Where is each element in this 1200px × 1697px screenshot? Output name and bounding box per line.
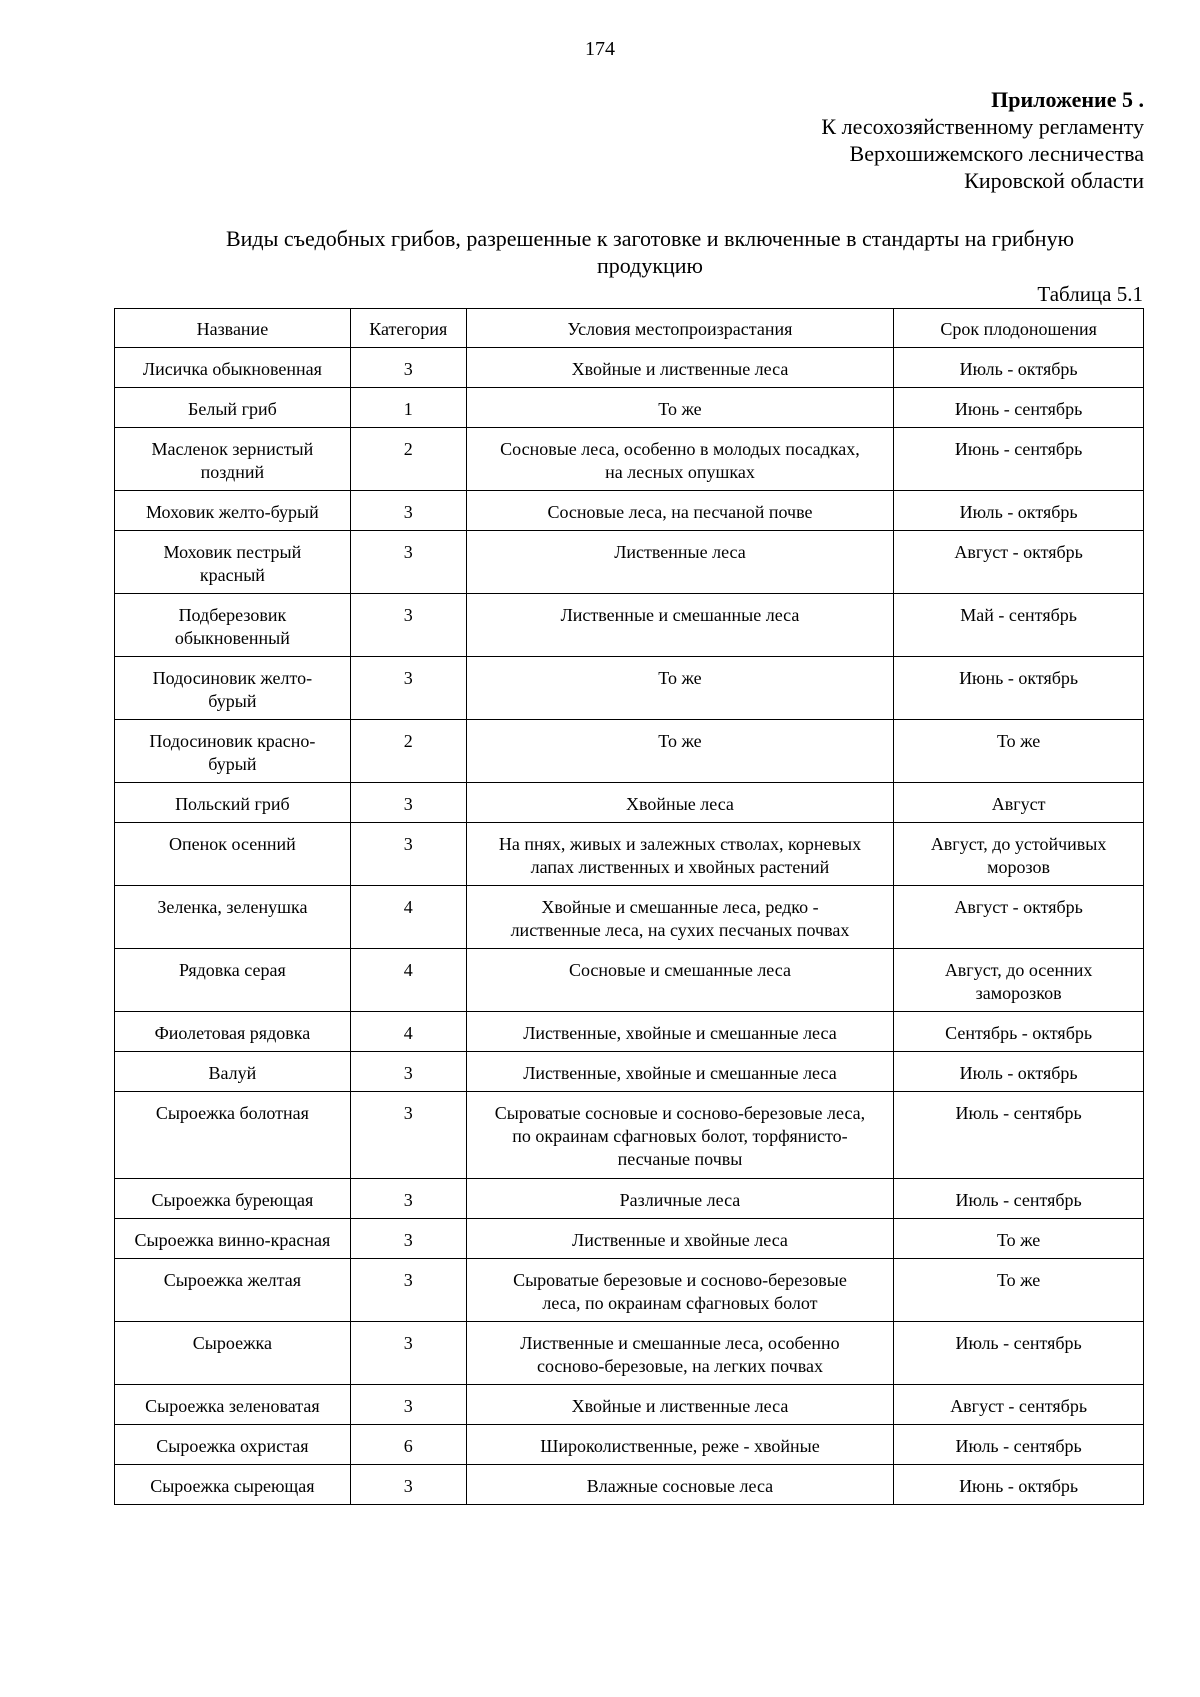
table-row — [115, 1385, 1144, 1425]
cell-mushroom-name: Валуй — [115, 1052, 351, 1092]
cell-fruiting-term: Август, до осенних заморозков — [894, 949, 1144, 1012]
cell-mushroom-name: Лисичка обыкновенная — [115, 348, 351, 388]
cell-conditions: Хвойные и лиственные леса — [466, 348, 894, 388]
table-row — [115, 348, 1144, 388]
cell-category: 4 — [350, 949, 466, 1012]
table-row — [115, 428, 1144, 491]
cell-fruiting-term: Сентябрь - октябрь — [894, 1012, 1144, 1052]
cell-conditions: Лиственные и хвойные леса — [466, 1219, 894, 1259]
cell-category: 3 — [350, 1259, 466, 1322]
cell-mushroom-name: Польский гриб — [115, 783, 351, 823]
cell-fruiting-term: Июль - октябрь — [894, 1052, 1144, 1092]
cell-mushroom-name: Подосиновик красно- бурый — [115, 720, 351, 783]
cell-conditions: Лиственные, хвойные и смешанные леса — [466, 1012, 894, 1052]
table-row — [115, 1259, 1144, 1322]
cell-category: 3 — [350, 1465, 466, 1505]
table-row — [115, 594, 1144, 657]
cell-category: 6 — [350, 1425, 466, 1465]
cell-mushroom-name: Зеленка, зеленушка — [115, 886, 351, 949]
cell-conditions: То же — [466, 720, 894, 783]
cell-fruiting-term: То же — [894, 720, 1144, 783]
cell-fruiting-term: Август - сентябрь — [894, 1385, 1144, 1425]
cell-category: 3 — [350, 657, 466, 720]
cell-category: 3 — [350, 783, 466, 823]
cell-mushroom-name: Сыроежка охристая — [115, 1425, 351, 1465]
cell-mushroom-name: Рядовка серая — [115, 949, 351, 1012]
table-row — [115, 886, 1144, 949]
cell-fruiting-term: Май - сентябрь — [894, 594, 1144, 657]
cell-conditions: Лиственные леса — [466, 531, 894, 594]
cell-conditions: Влажные сосновые леса — [466, 1465, 894, 1505]
table-row — [115, 1322, 1144, 1385]
cell-fruiting-term: Июль - сентябрь — [894, 1425, 1144, 1465]
cell-fruiting-term: Июнь - сентябрь — [894, 428, 1144, 491]
cell-conditions: Сыроватые березовые и сосново-березовые леса, по окраинам сфагновых болот — [466, 1259, 894, 1322]
cell-category: 3 — [350, 594, 466, 657]
cell-mushroom-name: Сыроежка винно-красная — [115, 1219, 351, 1259]
cell-fruiting-term: Июль - октябрь — [894, 491, 1144, 531]
cell-category: 4 — [350, 886, 466, 949]
cell-fruiting-term: То же — [894, 1259, 1144, 1322]
cell-fruiting-term: Июнь - сентябрь — [894, 388, 1144, 428]
cell-mushroom-name: Масленок зернистый поздний — [115, 428, 351, 491]
cell-fruiting-term: Июнь - октябрь — [894, 1465, 1144, 1505]
cell-fruiting-term: Август — [894, 783, 1144, 823]
cell-mushroom-name: Сыроежка зеленоватая — [115, 1385, 351, 1425]
document-title — [170, 225, 1130, 279]
table-row — [115, 823, 1144, 886]
table-body — [115, 348, 1144, 1505]
cell-category: 3 — [350, 1322, 466, 1385]
cell-mushroom-name: Моховик желто-бурый — [115, 491, 351, 531]
cell-mushroom-name: Сыроежка болотная — [115, 1092, 351, 1179]
header-name: Название — [115, 309, 351, 348]
cell-conditions: Различные леса — [466, 1179, 894, 1219]
cell-conditions: Хвойные и лиственные леса — [466, 1385, 894, 1425]
table-row — [115, 1052, 1144, 1092]
cell-mushroom-name: Опенок осенний — [115, 823, 351, 886]
cell-fruiting-term: Июнь - октябрь — [894, 657, 1144, 720]
table-row — [115, 1179, 1144, 1219]
appendix-line-3: Кировской области — [964, 168, 1144, 193]
table-label: Таблица 5.1 — [1037, 282, 1143, 306]
cell-mushroom-name: Фиолетовая рядовка — [115, 1012, 351, 1052]
cell-category: 3 — [350, 1052, 466, 1092]
cell-category: 3 — [350, 1092, 466, 1179]
cell-fruiting-term: Июль - сентябрь — [894, 1322, 1144, 1385]
cell-conditions: Сыроватые сосновые и сосново-березовые леса, по окраинам сфагновых болот, торфянисто- песчаные почвы — [466, 1092, 894, 1179]
cell-conditions: То же — [466, 657, 894, 720]
cell-conditions: Хвойные и смешанные леса, редко - лиственные леса, на сухих песчаных почвах — [466, 886, 894, 949]
appendix-block — [821, 86, 1144, 194]
document-title-line-2: продукцию — [596, 253, 703, 278]
cell-mushroom-name: Белый гриб — [115, 388, 351, 428]
cell-conditions: На пнях, живых и залежных стволах, корневых лапах лиственных и хвойных растений — [466, 823, 894, 886]
cell-mushroom-name: Подосиновик желто- бурый — [115, 657, 351, 720]
appendix-title: Приложение 5 . — [991, 87, 1144, 112]
cell-mushroom-name: Сыроежка буреющая — [115, 1179, 351, 1219]
cell-conditions: Хвойные леса — [466, 783, 894, 823]
cell-conditions: Сосновые леса, на песчаной почве — [466, 491, 894, 531]
cell-fruiting-term: Июль - сентябрь — [894, 1092, 1144, 1179]
cell-conditions: То же — [466, 388, 894, 428]
cell-category: 3 — [350, 348, 466, 388]
cell-category: 3 — [350, 1385, 466, 1425]
cell-fruiting-term: Июль - сентябрь — [894, 1179, 1144, 1219]
cell-mushroom-name: Сыроежка желтая — [115, 1259, 351, 1322]
cell-category: 3 — [350, 823, 466, 886]
cell-mushroom-name: Сыроежка сыреющая — [115, 1465, 351, 1505]
cell-fruiting-term: Июль - октябрь — [894, 348, 1144, 388]
cell-conditions: Лиственные и смешанные леса, особенно сосново-березовые, на легких почвах — [466, 1322, 894, 1385]
cell-category: 1 — [350, 388, 466, 428]
cell-fruiting-term: То же — [894, 1219, 1144, 1259]
cell-conditions: Сосновые леса, особенно в молодых посадках, на лесных опушках — [466, 428, 894, 491]
table-row — [115, 1465, 1144, 1505]
cell-category: 2 — [350, 428, 466, 491]
cell-category: 3 — [350, 1179, 466, 1219]
table-row — [115, 388, 1144, 428]
cell-fruiting-term: Август - октябрь — [894, 531, 1144, 594]
table-row — [115, 1219, 1144, 1259]
table-row — [115, 720, 1144, 783]
table-row — [115, 1012, 1144, 1052]
table-row — [115, 657, 1144, 720]
appendix-line-2: Верхошижемского лесничества — [849, 141, 1144, 166]
header-category: Категория — [350, 309, 466, 348]
document-title-line-1: Виды съедобных грибов, разрешенные к заготовке и включенные в стандарты на грибную — [225, 226, 1075, 251]
header-term: Срок плодоношения — [894, 309, 1144, 348]
table-row — [115, 491, 1144, 531]
cell-category: 4 — [350, 1012, 466, 1052]
cell-fruiting-term: Август, до устойчивых морозов — [894, 823, 1144, 886]
mushroom-table — [114, 308, 1144, 1505]
page-number: 174 — [585, 38, 615, 60]
table-row — [115, 1425, 1144, 1465]
table-row — [115, 1092, 1144, 1179]
cell-category: 3 — [350, 531, 466, 594]
cell-conditions: Сосновые и смешанные леса — [466, 949, 894, 1012]
table-row — [115, 949, 1144, 1012]
cell-mushroom-name: Сыроежка — [115, 1322, 351, 1385]
appendix-line-1: К лесохозяйственному регламенту — [821, 114, 1144, 139]
cell-conditions: Широколиственные, реже - хвойные — [466, 1425, 894, 1465]
table-row — [115, 783, 1144, 823]
cell-fruiting-term: Август - октябрь — [894, 886, 1144, 949]
cell-mushroom-name: Моховик пестрый красный — [115, 531, 351, 594]
cell-mushroom-name: Подберезовик обыкновенный — [115, 594, 351, 657]
cell-conditions: Лиственные и смешанные леса — [466, 594, 894, 657]
table-header-row — [115, 309, 1144, 348]
cell-category: 2 — [350, 720, 466, 783]
cell-category: 3 — [350, 1219, 466, 1259]
cell-category: 3 — [350, 491, 466, 531]
table-row — [115, 531, 1144, 594]
cell-conditions: Лиственные, хвойные и смешанные леса — [466, 1052, 894, 1092]
header-conditions: Условия местопроизрастания — [466, 309, 894, 348]
